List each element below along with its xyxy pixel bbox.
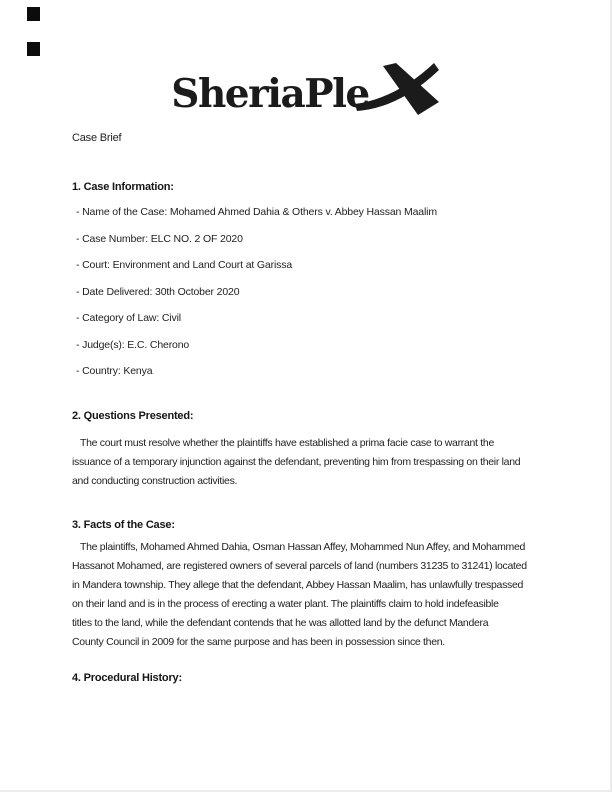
questions-presented-paragraph [72,434,520,491]
list-item-country: - Country: Kenya [76,365,153,377]
logo-wordmark: SheriaPle [171,71,369,117]
list-item-court: - Court: Environment and Land Court at Garissa [76,259,293,271]
paragraph-line: The court must resolve whether the plaintiffs have established a prima facie case to warrant the [80,437,494,449]
paragraph-line: titles to the land, while the defendant contends that he was allotted land by the defunct Mandera [72,617,489,629]
section-heading-facts-of-the-case: 3. Facts of the Case: [72,519,175,531]
paragraph-line: Hassanot Mohamed, are registered owners of several parcels of land (numbers 31235 to 31241) located [72,560,527,572]
paragraph-line: issuance of a temporary injunction against the defendant, preventing him from trespassing on their land [72,456,521,468]
paragraph-line: on their land and is in the process of erecting a water plant. The plaintiffs claim to hold indefeasible [72,598,499,610]
list-item-judges: - Judge(s): E.C. Cherono [76,338,190,351]
paragraph-line: and conducting construction activities. [72,475,238,487]
list-item-category-of-law: - Category of Law: Civil [76,312,181,324]
section-heading-procedural-history: 4. Procedural History: [72,672,182,684]
list-item-date-delivered: - Date Delivered: 30th October 2020 [76,285,240,298]
list-item-case-number: - Case Number: ELC NO. 2 OF 2020 [76,232,243,245]
case-information-list [76,199,437,385]
sheriaplex-logo [0,64,610,116]
facts-of-the-case-paragraph [72,538,527,652]
list-item-case-name: - Name of the Case: Mohamed Ahmed Dahia & Others v. Abbey Hassan Maalim [76,206,437,218]
paragraph-line: County Council in 2009 for the same purpose and has been in possession since then. [72,636,445,648]
section-heading-questions-presented: 2. Questions Presented: [72,410,194,422]
section-heading-case-information: 1. Case Information: [72,181,174,193]
paragraph-line: in Mandera township. They allege that the defendant, Abbey Hassan Maalim, has unlawfully trespassed [72,579,524,591]
missing-glyph-square-icon [27,42,40,56]
missing-glyph-square-icon [27,7,40,21]
logo-x-swoosh-icon [355,63,439,115]
document-subtitle: Case Brief [72,132,122,144]
paragraph-line: The plaintiffs, Mohamed Ahmed Dahia, Osman Hassan Affey, Mohammed Nun Affey, and Mohammed [80,541,526,553]
